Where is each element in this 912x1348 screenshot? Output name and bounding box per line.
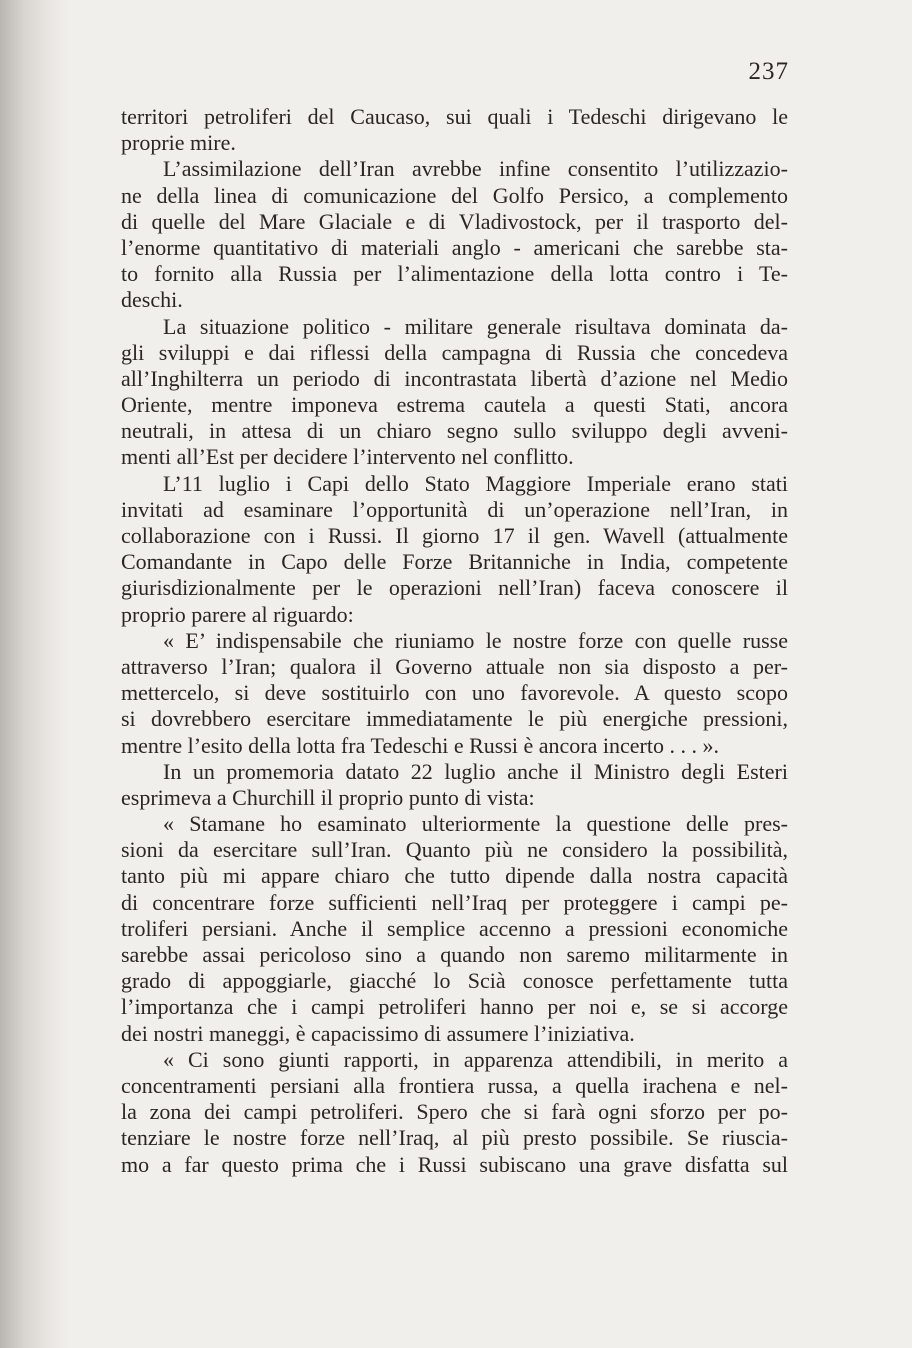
- text-line: L’11 luglio i Capi dello Stato Maggiore Imperiale erano stati: [163, 470, 788, 496]
- text-line: sioni da esercitare sull’Iran. Quanto più ne considero la possibilità,: [121, 837, 788, 863]
- text-line: La situazione politico - militare generale risultava dominata da-: [163, 313, 788, 339]
- text-line: invitati ad esaminare l’opportunità di un’operazione nell’Iran, in: [121, 496, 788, 522]
- text-line: mentre l’esito della lotta fra Tedeschi e Russi è ancora incerto . . . ».: [121, 732, 719, 758]
- text-line: l’importanza che i campi petroliferi hanno per noi e, se si accorge: [121, 994, 788, 1020]
- body-text: [121, 104, 788, 1178]
- text-line: « E’ indispensabile che riuniamo le nostre forze con quelle russe: [163, 627, 788, 653]
- text-line: troliferi persiani. Anche il semplice accenno a pressioni economiche: [121, 915, 788, 941]
- text-line: territori petroliferi del Caucaso, sui quali i Tedeschi dirigevano le: [121, 104, 788, 129]
- text-line: la zona dei campi petroliferi. Spero che si farà ogni sforzo per po-: [121, 1099, 788, 1125]
- text-line: l’enorme quantitativo di materiali anglo - americani che sarebbe sta-: [121, 234, 788, 260]
- text-line: Comandante in Capo delle Forze Britanniche in India, competente: [121, 549, 788, 575]
- text-line: neutrali, in attesa di un chiaro segno sullo sviluppo degli avveni-: [121, 418, 788, 444]
- text-line: concentramenti persiani alla frontiera russa, a quella irachena e nel-: [121, 1072, 788, 1098]
- text-line: « Stamane ho esaminato ulteriormente la questione delle pres-: [163, 811, 788, 837]
- text-line: si dovrebbero esercitare immediatamente le più energiche pressioni,: [121, 706, 788, 732]
- text-line: sarebbe assai pericoloso sino a quando non saremo militarmente in: [121, 942, 788, 967]
- text-line: deschi.: [121, 287, 183, 313]
- text-line: proprie mire.: [121, 130, 236, 156]
- text-line: L’assimilazione dell’Iran avrebbe infine consentito l’utilizzazio-: [163, 156, 788, 182]
- text-line: esprimeva a Churchill il proprio punto di vista:: [121, 784, 535, 810]
- text-line: giurisdizionalmente per le operazioni nell’Iran) faceva conoscere il: [121, 575, 788, 601]
- text-line: In un promemoria datato 22 luglio anche il Ministro degli Esteri: [163, 758, 788, 784]
- text-line: dei nostri maneggi, è capacissimo di assumere l’iniziativa.: [121, 1020, 635, 1046]
- text-line: all’Inghilterra un periodo di incontrastata libertà d’azione nel Medio: [121, 365, 788, 391]
- text-line: menti all’Est per decidere l’intervento nel conflitto.: [121, 444, 574, 470]
- text-line: « Ci sono giunti rapporti, in apparenza attendibili, in merito a: [163, 1046, 788, 1072]
- text-line: mettercelo, si deve sostituirlo con uno favorevole. A questo scopo: [121, 680, 788, 706]
- text-line: to fornito alla Russia per l’alimentazione della lotta contro i Te-: [121, 261, 788, 287]
- text-line: tenziare le nostre forze nell’Iraq, al più presto possibile. Se riuscia-: [121, 1125, 788, 1151]
- text-line: attraverso l’Iran; qualora il Governo attuale non sia disposto a per-: [121, 653, 788, 679]
- text-line: grado di appoggiarle, giacché lo Scià conosce perfettamente tutta: [121, 968, 788, 994]
- text-line: collaborazione con i Russi. Il giorno 17 il gen. Wavell (attualmente: [121, 523, 788, 548]
- text-line: ne della linea di comunicazione del Golfo Persico, a complemento: [121, 182, 788, 208]
- page-number: 237: [748, 58, 789, 85]
- text-line: gli sviluppi e dai riflessi della campagna di Russia che concedeva: [121, 339, 788, 365]
- text-line: proprio parere al riguardo:: [121, 601, 354, 627]
- page-spine-shadow: [0, 0, 70, 1348]
- text-line: di quelle del Mare Glaciale e di Vladivostock, per il trasporto del-: [121, 208, 788, 234]
- text-line: mo a far questo prima che i Russi subiscano una grave disfatta sul: [121, 1151, 788, 1177]
- text-line: di concentrare forze sufficienti nell’Iraq per proteggere i campi pe-: [121, 889, 788, 915]
- text-line: tanto più mi appare chiaro che tutto dipende dalla nostra capacità: [121, 863, 788, 889]
- text-line: Oriente, mentre imponeva estrema cautela a questi Stati, ancora: [121, 392, 788, 418]
